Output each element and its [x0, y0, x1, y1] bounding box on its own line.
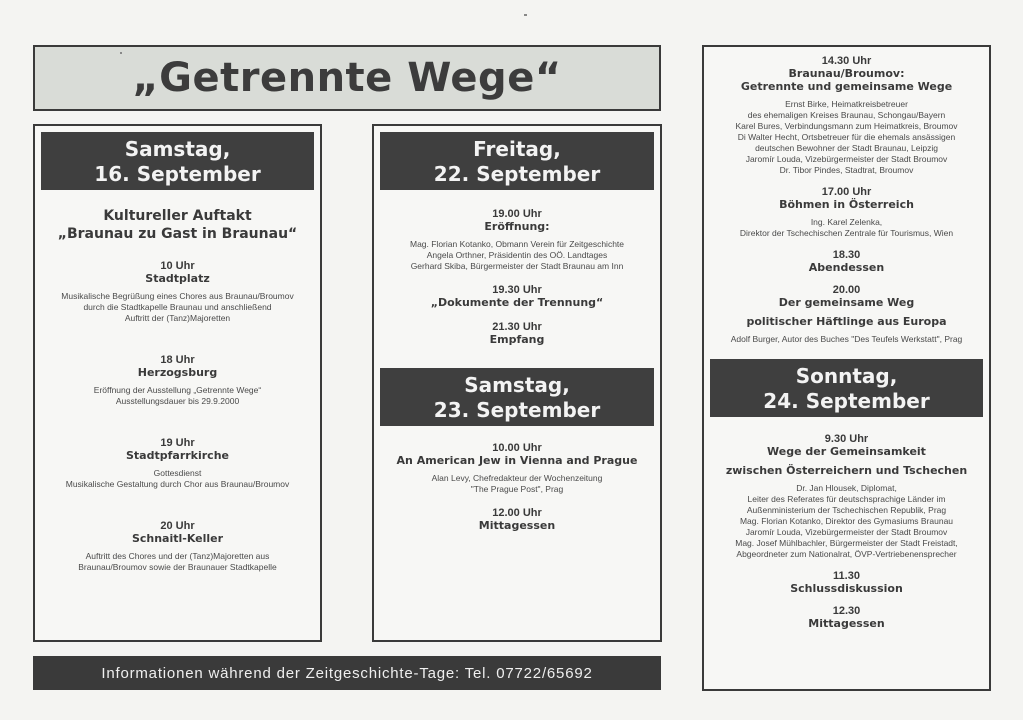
event-desc-line: Eröffnung der Ausstellung „Getrennte Wege“: [93, 385, 262, 395]
day-header-line1: Sonntag,: [795, 364, 898, 388]
event-desc-line: Alan Levy, Chefredakteur der Wochenzeitung: [431, 473, 603, 483]
event-desc-line: Jaromír Louda, Vizebürgermeister der Stadt Broumov: [745, 154, 948, 164]
event-time: 12.30: [832, 605, 861, 617]
event-desc-line: Angela Orthner, Präsidentin des OÖ. Landtages: [426, 250, 608, 260]
event-desc-line: Karel Bures, Verbindungsmann zum Heimatkreis, Broumov: [735, 121, 958, 131]
day-header: [380, 132, 654, 190]
event-desc-line: Außenministerium der Tschechischen Republik, Prag: [746, 505, 947, 515]
page-title: „Getrennte Wege“: [132, 55, 562, 101]
event-desc-line: des ehemaligen Kreises Braunau, Schongau/Bayern: [747, 110, 946, 120]
event-desc-line: Ausstellungsdauer bis 29.9.2000: [115, 396, 240, 406]
event-desc-line: Braunau/Broumov sowie der Braunauer Stadtkapelle: [78, 562, 277, 572]
day-header: [710, 359, 983, 417]
event-desc-line: Gerhard Skiba, Bürgermeister der Stadt Braunau am Inn: [410, 261, 624, 271]
event-time: 20 Uhr: [160, 520, 195, 532]
column-saturday-sunday: [702, 45, 991, 691]
event-time: 14.30 Uhr: [821, 55, 872, 67]
scan-speck: [524, 14, 527, 16]
event-time: 19.30 Uhr: [492, 284, 542, 296]
event-desc-line: Jaromír Louda, Vizebürgermeister der Stadt Broumov: [745, 527, 948, 537]
event-desc-line: Mag. Florian Kotanko, Direktor des Gymasiums Braunau: [739, 516, 954, 526]
event-time: 10 Uhr: [160, 260, 195, 272]
event-block: [380, 208, 654, 272]
event-title: Abendessen: [808, 261, 885, 274]
event-title: An American Jew in Vienna and Prague: [396, 454, 638, 467]
day-header: [41, 132, 314, 190]
event-desc-line: Auftritt des Chores und der (Tanz)Majoretten aus: [85, 551, 270, 561]
event-block: [710, 433, 983, 560]
event-block: [41, 354, 314, 407]
event-title: Mittagessen: [808, 617, 885, 630]
event-desc-line: Dr. Tibor Pindes, Stadtrat, Broumov: [779, 165, 914, 175]
footer-text: Informationen während der Zeitgeschichte-Tage: Tel. 07722/65692: [101, 664, 593, 682]
event-time: 11.30: [833, 570, 860, 582]
event-time: 19 Uhr: [160, 437, 195, 449]
event-desc-line: Ing. Karel Zelenka,: [810, 217, 883, 227]
event-title-line2: zwischen Österreichern und Tschechen: [725, 464, 968, 477]
day-header-line1: Samstag,: [464, 373, 570, 397]
event-desc-line: Musikalische Gestaltung durch Chor aus Braunau/Broumov: [65, 479, 290, 489]
scan-speck: [120, 52, 122, 54]
event-time: 18.30: [832, 249, 861, 261]
day-header: [380, 368, 654, 426]
day-header-line2: 22. September: [433, 162, 601, 186]
event-desc-line: Abgeordneter zum Nationalrat, ÖVP-Vertriebenensprecher: [736, 549, 957, 559]
event-desc-line: Musikalische Begrüßung eines Chores aus Braunau/Broumov: [61, 291, 294, 301]
event-title-line2: Getrennte und gemeinsame Wege: [740, 80, 953, 93]
event-desc-line: Leiter des Referates für deutschsprachige Länder im: [747, 494, 946, 504]
event-block: [380, 284, 654, 309]
event-desc-line: Ernst Birke, Heimatkreisbetreuer: [785, 99, 908, 109]
event-block: [710, 284, 983, 345]
event-block: [41, 520, 314, 573]
day-header-line1: Samstag,: [124, 137, 231, 161]
event-time: 12.00 Uhr: [492, 507, 542, 519]
event-desc-line: Adolf Burger, Autor des Buches "Des Teufels Werkstatt", Prag: [730, 334, 963, 344]
event-block: [380, 442, 654, 495]
event-block: [710, 605, 983, 630]
event-block: [710, 570, 983, 595]
event-block: [41, 437, 314, 490]
event-time: 10.00 Uhr: [492, 442, 542, 454]
event-desc-line: durch die Stadtkapelle Braunau und anschließend: [83, 302, 272, 312]
event-desc-line: Gottesdienst: [153, 468, 202, 478]
event-title: „Dokumente der Trennung“: [430, 296, 604, 309]
event-block: [380, 321, 654, 346]
event-place: Herzogsburg: [137, 366, 218, 379]
event-time: 9.30 Uhr: [824, 433, 869, 445]
title-banner: [33, 45, 661, 111]
event-title: Böhmen in Österreich: [779, 198, 914, 211]
event-title: Schlussdiskussion: [790, 582, 903, 595]
event-place: Stadtpfarrkirche: [126, 449, 229, 462]
event-desc-line: Mag. Josef Mühlbachler, Bürgermeister der Stadt Freistadt,: [735, 538, 958, 548]
event-time: 17.00 Uhr: [821, 186, 872, 198]
event-time: 19.00 Uhr: [492, 208, 542, 220]
event-title: Wege der Gemeinsamkeit: [767, 445, 926, 458]
event-desc-line: Direktor der Tschechischen Zentrale für Tourismus, Wien: [739, 228, 954, 238]
column-friday-saturday: [372, 124, 662, 642]
intro-title: Kultureller Auftakt: [103, 208, 252, 224]
event-block: [710, 249, 983, 274]
event-title: Braunau/Broumov:: [788, 67, 905, 80]
event-place: Schnaitl-Keller: [131, 532, 224, 545]
event-title: Der gemeinsame Weg: [778, 296, 915, 309]
event-desc-line: "The Prague Post", Prag: [470, 484, 564, 494]
event-time: 20.00: [832, 284, 861, 296]
day-header-line2: 23. September: [433, 398, 601, 422]
event-desc-line: Dr. Jan Hlousek, Diplomat,: [796, 483, 897, 493]
event-block: [710, 186, 983, 239]
event-desc-line: Auftritt der (Tanz)Majoretten: [124, 313, 231, 323]
day-header-line1: Freitag,: [473, 137, 561, 161]
event-block: [710, 55, 983, 176]
event-title: Mittagessen: [478, 519, 556, 532]
info-footer: [33, 656, 661, 690]
column-saturday-16: [33, 124, 322, 642]
event-title-line2: politischer Häftlinge aus Europa: [746, 315, 947, 328]
event-time: 18 Uhr: [160, 354, 195, 366]
event-title: Eröffnung:: [484, 220, 550, 233]
event-desc-line: Di Walter Hecht, Ortsbetreuer für die ehemals ansässigen: [737, 132, 956, 142]
event-block: [380, 507, 654, 532]
day-header-line2: 24. September: [763, 389, 930, 413]
event-desc-line: deutschen Bewohner der Stadt Braunau, Leipzig: [755, 143, 938, 153]
event-block: [41, 260, 314, 324]
event-desc-line: Mag. Florian Kotanko, Obmann Verein für Zeitgeschichte: [409, 239, 625, 249]
event-place: Stadtplatz: [145, 272, 210, 285]
event-time: 21.30 Uhr: [492, 321, 542, 333]
event-title: Empfang: [489, 333, 545, 346]
intro-subtitle: „Braunau zu Gast in Braunau“: [57, 226, 298, 242]
day-header-line2: 16. September: [94, 162, 261, 186]
